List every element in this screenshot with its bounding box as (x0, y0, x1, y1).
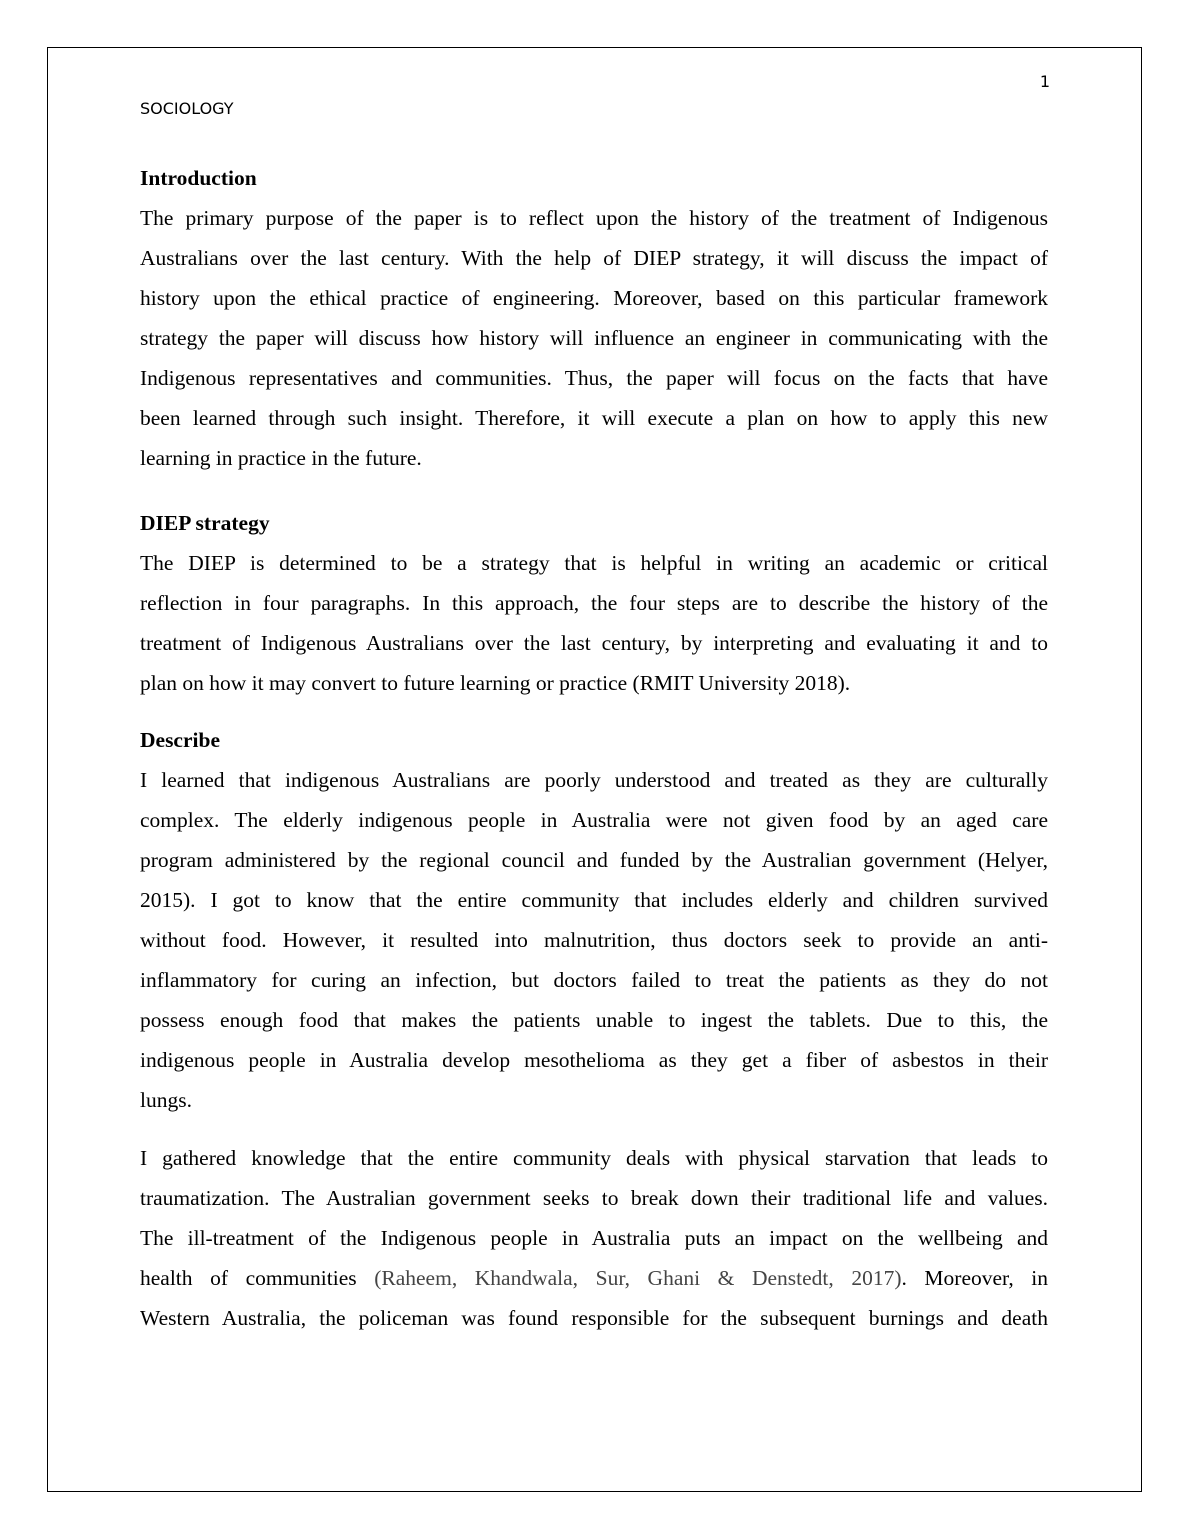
text-line: The ill-treatment of the Indigenous people in Australia puts an impact on the wellbeing and (140, 1226, 1048, 1250)
text-line: Western Australia, the policeman was found responsible for the subsequent burnings and death (140, 1306, 1048, 1330)
text-line: possess enough food that makes the patients unable to ingest the tablets. Due to this, the (140, 1008, 1048, 1032)
text-line (140, 1258, 1048, 1298)
text-line: Australians over the last century. With the help of DIEP strategy, it will discuss the impact of (140, 246, 1048, 270)
paragraph (140, 543, 1048, 703)
section-describe (140, 720, 1048, 1120)
text-line: 2015). I got to know that the entire community that includes elderly and children survived (140, 888, 1048, 912)
text-line: reflection in four paragraphs. In this approach, the four steps are to describe the history of the (140, 591, 1048, 615)
paragraph (140, 198, 1048, 478)
page-number: 1 (1039, 72, 1050, 91)
text-segment: . Moreover, in (901, 1266, 1048, 1290)
text-line: I learned that indigenous Australians are poorly understood and treated as they are culturally (140, 768, 1048, 792)
section-heading: Introduction (140, 166, 257, 190)
paragraph (140, 760, 1048, 1120)
text-line: strategy the paper will discuss how history will influence an engineer in communicating with the (140, 326, 1048, 350)
text-line: traumatization. The Australian government seeks to break down their traditional life and values. (140, 1186, 1048, 1210)
text-line: The DIEP is determined to be a strategy that is helpful in writing an academic or critical (140, 551, 1048, 575)
section-heading: DIEP strategy (140, 511, 270, 535)
text-line: complex. The elderly indigenous people in Australia were not given food by an aged care (140, 808, 1048, 832)
text-line: learning in practice in the future. (140, 446, 422, 470)
text-line: Indigenous representatives and communities. Thus, the paper will focus on the facts that have (140, 366, 1048, 390)
text-line: program administered by the regional council and funded by the Australian government (Helyer, (140, 848, 1048, 872)
text-line: The primary purpose of the paper is to reflect upon the history of the treatment of Indigenous (140, 206, 1048, 230)
text-line: plan on how it may convert to future learning or practice (RMIT University 2018). (140, 671, 851, 695)
text-line: I gathered knowledge that the entire community deals with physical starvation that leads to (140, 1146, 1048, 1170)
text-line: treatment of Indigenous Australians over the last century, by interpreting and evaluating it and to (140, 631, 1048, 655)
running-head: SOCIOLOGY (140, 99, 234, 118)
text-line: indigenous people in Australia develop mesothelioma as they get a fiber of asbestos in their (140, 1048, 1048, 1072)
text-line: history upon the ethical practice of engineering. Moreover, based on this particular framework (140, 286, 1048, 310)
section-heading: Describe (140, 728, 220, 752)
text-line: been learned through such insight. Therefore, it will execute a plan on how to apply this new (140, 406, 1048, 430)
section-diep-strategy (140, 503, 1048, 703)
text-segment: health of communities (140, 1266, 375, 1290)
citation: (Raheem, Khandwala, Sur, Ghani & Denstedt, 2017) (374, 1266, 902, 1290)
paragraph-describe-2 (140, 1138, 1048, 1338)
text-line: lungs. (140, 1088, 192, 1112)
text-line: without food. However, it resulted into malnutrition, thus doctors seek to provide an anti- (140, 928, 1048, 952)
section-introduction (140, 158, 1048, 478)
text-line: inflammatory for curing an infection, but doctors failed to treat the patients as they do not (140, 968, 1048, 992)
